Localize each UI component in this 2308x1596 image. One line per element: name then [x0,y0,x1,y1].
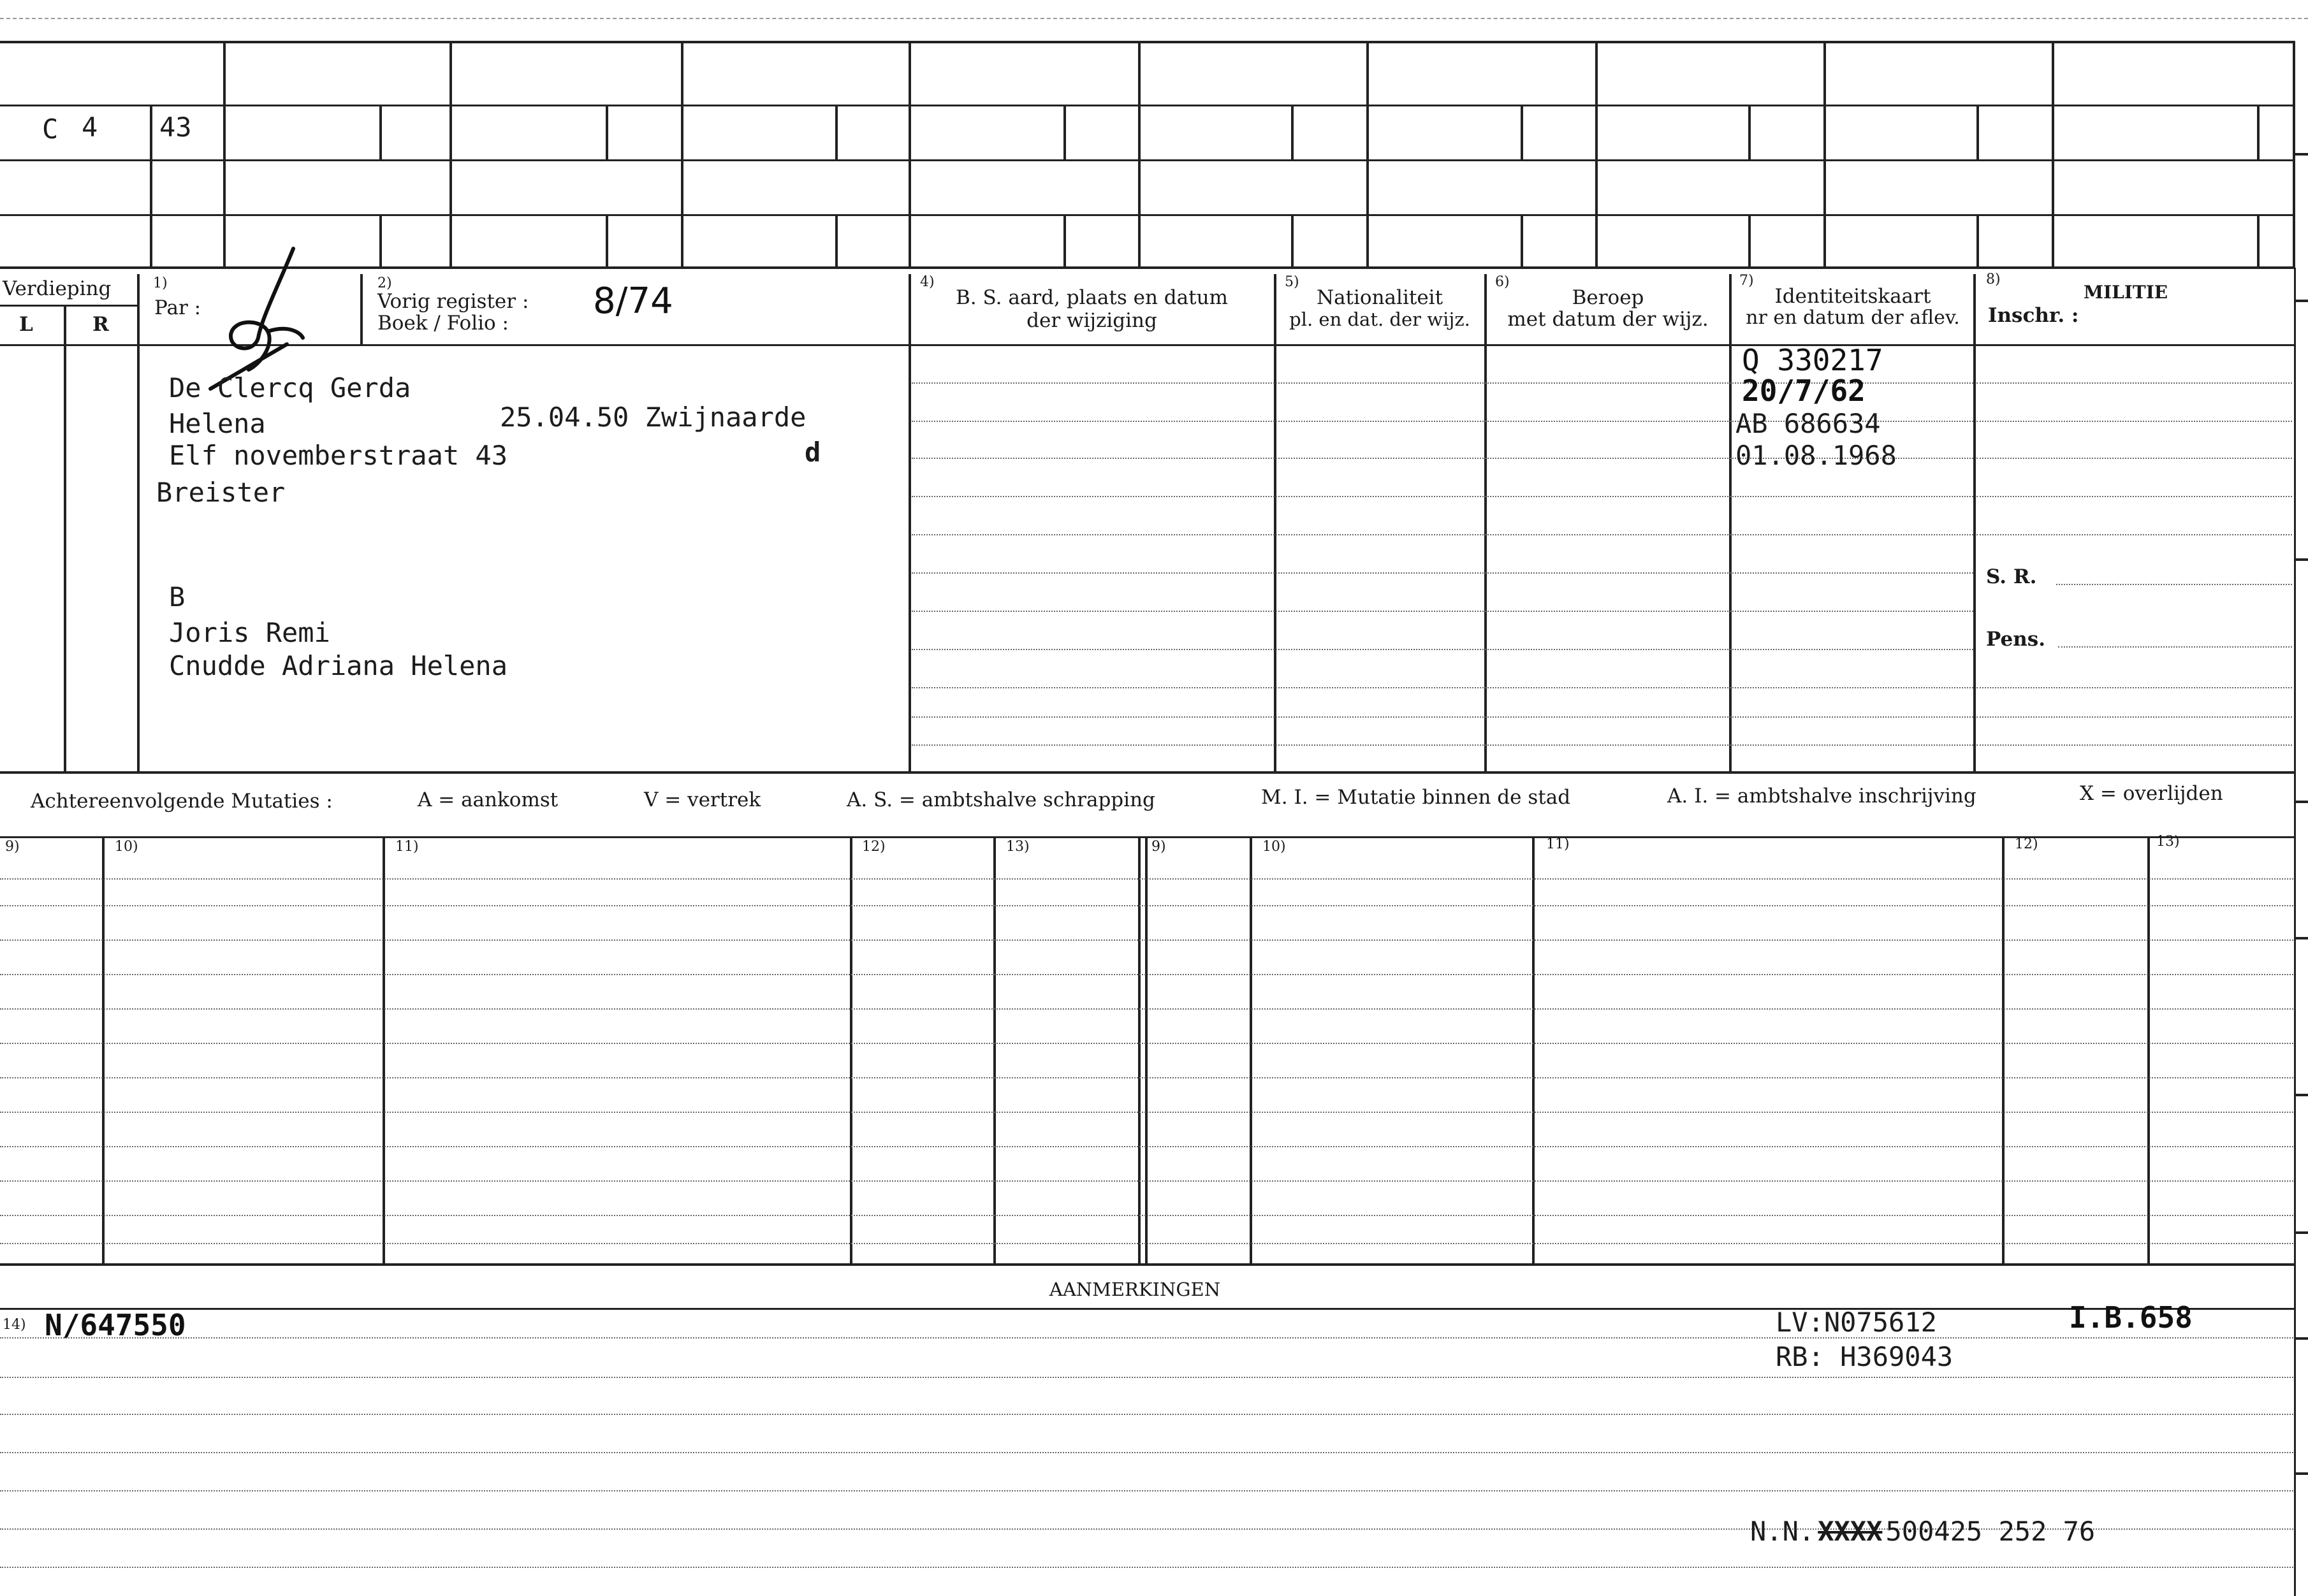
person-occupation: Breister [156,477,286,508]
person-birth: 25.04.50 Zwijnaarde [500,402,807,433]
id-card-line1: Q 330217 [1742,343,1883,377]
inschr-label: Inschr. : [1988,304,2079,327]
person-name: De Clercq Gerda [169,372,411,403]
legend-mutatie-stad: M. I. = Mutatie binnen de stad [1261,786,1571,809]
vorig-register-label: Vorig register : [377,290,529,313]
mut-col-12-left: 12) [862,839,886,855]
identiteitskaart-header-line2: nr en datum der aflev. [1746,307,1960,329]
nationaliteit-header-line2: pl. en dat. der wijz. [1289,308,1470,330]
legend-overlijden: X = overlijden [2080,782,2223,805]
mut-col-13-right: 13) [2156,834,2180,850]
bs-header-line2: der wijziging [1026,309,1157,332]
legend-inschrijving: A. I. = ambtshalve inschrijving [1667,785,1976,808]
beroep-header-line2: met datum der wijz. [1507,308,1709,331]
col-number-2: 2) [377,275,392,291]
col-number-4: 4) [920,274,935,290]
mut-col-9-left: 9) [5,839,20,855]
par-label: Par : [154,296,201,319]
mut-col-11-right: 11) [1546,836,1570,852]
nn-prefix: N.N. [1750,1516,1815,1547]
person-father: Joris Remi [169,617,330,648]
nationaliteit-header-line1: Nationaliteit [1316,286,1443,309]
code-number: 4 [82,112,98,143]
pens-label: Pens. [1986,628,2045,651]
vorig-register-value: 8/74 [593,280,673,322]
remark-n-number: N/647550 [45,1308,186,1342]
person-sex: d [805,437,821,468]
col-number-6: 6) [1495,274,1510,290]
floor-r-label: R [92,313,109,336]
person-first-name: Helena [169,408,266,439]
person-mother: Cnudde Adriana Helena [169,650,508,681]
national-number [1750,1516,2095,1547]
aanmerkingen-title: AANMERKINGEN [1049,1279,1221,1300]
person-civil-state: B [169,581,186,613]
code-letter: C [42,113,59,145]
col-number-1: 1) [153,275,168,291]
boek-folio-label: Boek / Folio : [377,312,509,335]
mut-col-11-left: 11) [395,839,419,855]
person-address: Elf novemberstraat 43 [169,440,508,471]
beroep-header-line1: Beroep [1572,286,1644,309]
legend-vertrek: V = vertrek [644,788,761,811]
remark-rb: RB: H369043 [1776,1341,1954,1372]
mut-col-13-left: 13) [1006,839,1030,855]
id-card-line2: 20/7/62 [1742,374,1866,408]
remark-lv: LV:N075612 [1776,1307,1937,1338]
mut-col-10-right: 10) [1262,839,1286,855]
col-number-5: 5) [1285,274,1299,290]
mut-col-9-right: 9) [1151,839,1166,855]
verdieping-label: Verdieping [3,277,112,300]
remark-ib: I.B.658 [2069,1300,2193,1335]
id-card-line3: AB 686634 [1735,408,1881,439]
folio-number: 43 [159,112,192,143]
sr-label: S. R. [1986,565,2037,588]
mutaties-title: Achtereenvolgende Mutaties : [31,790,333,813]
remark-number-14: 14) [3,1317,26,1333]
nn-struck: XXXX [1818,1516,1883,1547]
nn-value: 500425 252 76 [1885,1516,2096,1547]
col-number-7: 7) [1739,273,1754,289]
militie-label: MILITIE [2084,282,2168,303]
mut-col-10-left: 10) [115,839,138,855]
mut-col-12-right: 12) [2015,836,2038,852]
col-number-8: 8) [1986,272,2001,287]
legend-aankomst: A = aankomst [418,788,559,811]
bs-header-line1: B. S. aard, plaats en datum [956,286,1228,309]
id-card-line4: 01.08.1968 [1735,440,1897,471]
identiteitskaart-header-line1: Identiteitskaart [1774,285,1931,308]
legend-schrapping: A. S. = ambtshalve schrapping [847,788,1155,811]
floor-l-label: L [19,313,33,336]
